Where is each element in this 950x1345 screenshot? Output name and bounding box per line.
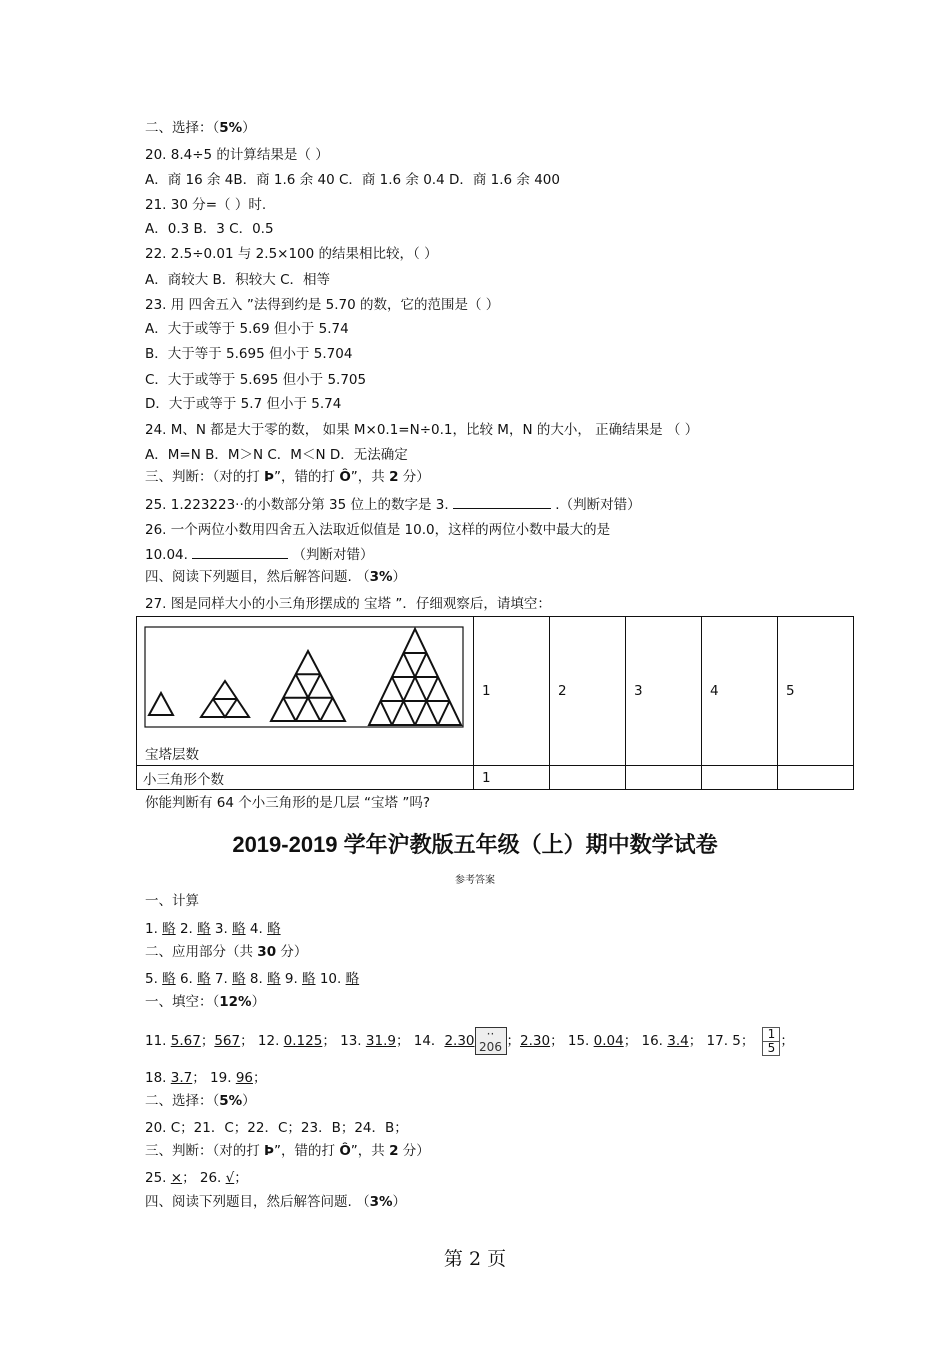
- layers-cell: 3: [626, 617, 702, 766]
- answer-line-18-19: 18. 3.7； 19. 96；: [145, 1070, 267, 1086]
- question-20: 20. 8.4÷5 的计算结果是（ ）: [145, 147, 329, 163]
- layers-cell: 2: [550, 617, 626, 766]
- count-cell[interactable]: [550, 766, 626, 790]
- section-reading-heading: 四、阅读下列题目，然后解答问题. （3%）: [145, 569, 407, 585]
- pagoda-figure-cell: [137, 617, 474, 766]
- question-27-followup: 你能判断有 64 个小三角形的是几层 “宝塔 ”吗?: [145, 795, 430, 811]
- layers-cell: 4: [702, 617, 778, 766]
- question-21-options: A．0.3 B．3 C．0.5: [145, 221, 274, 237]
- answer-line-1-4: 1. 略 2. 略 3. 略 4. 略: [145, 921, 281, 937]
- answer-section-application: 二、应用部分（共 30 分）: [145, 944, 308, 960]
- question-23-option-a: A．大于或等于 5.69 但小于 5.74: [145, 321, 349, 337]
- question-24-options: A．M=N B．M＞N C．M＜N D．无法确定: [145, 447, 408, 463]
- question-22-options: A．商较大 B．积较大 C．相等: [145, 272, 331, 288]
- section-choice-heading: 二、选择：（5%）: [145, 120, 256, 136]
- question-20-options: A．商 16 余 4B．商 1.6 余 40 C．商 1.6 余 0.4 D．商 1.6 余 400: [145, 172, 560, 188]
- question-23-option-c: C．大于或等于 5.695 但小于 5.705: [145, 372, 367, 388]
- answer-line-11-17: 11. 5.67；567； 12. 0.125； 13. 31.9； 14．2.30 ·· 206 ；2.30； 15. 0.04； 16. 3.4； 17. 5； $\frac{1}{5}$ ；: [145, 1026, 794, 1055]
- question-21: 21. 30 分=（ ）时.: [145, 197, 267, 213]
- question-22: 22. 2.5÷0.01 与 2.5×100 的结果相比较，（ ）: [145, 246, 438, 262]
- layers-cell: 5: [778, 617, 854, 766]
- section-judge-heading: 三、判断：（对的打 Þ”，错的打 Ô”，共 2 分）: [145, 469, 430, 485]
- answer-line-20-24: 20. C；21．C；22．C；23．B；24．B；: [145, 1120, 408, 1136]
- answer-key-title: 2019-2019 学年沪教版五年级（上）期中数学试卷: [232, 832, 718, 857]
- count-cell[interactable]: [702, 766, 778, 790]
- fraction-image: ·· 206: [475, 1027, 507, 1055]
- answer-line-5-10: 5. 略 6. 略 7. 略 8. 略 9. 略 10. 略: [145, 971, 360, 987]
- pagoda-table: [136, 616, 854, 790]
- count-cell: 1: [474, 766, 550, 790]
- question-23-option-b: B．大于等于 5.695 但小于 5.704: [145, 346, 353, 362]
- answer-blank[interactable]: [192, 544, 288, 559]
- count-cell[interactable]: [778, 766, 854, 790]
- fraction-one-fifth: $\frac{1}{5}$: [762, 1027, 780, 1056]
- question-26-continued: 10.04. （判断对错）: [145, 544, 374, 565]
- question-27: 27. 图是同样大小的小三角形摆成的 宝塔 ”．仔细观察后，请填空：: [145, 596, 551, 612]
- answer-section-reading: 四、阅读下列题目，然后解答问题. （3%）: [145, 1194, 407, 1210]
- row-label-layers: 宝塔层数: [145, 747, 199, 763]
- answer-section-fill: 一、填空：（12%）: [145, 994, 266, 1010]
- answer-section-calc: 一、计算: [145, 893, 199, 909]
- answer-line-25-26: 25. ×； 26. √；: [145, 1170, 248, 1186]
- row-label-count: 小三角形个数: [137, 766, 474, 790]
- answer-key-subtitle: 参考答案: [455, 875, 495, 886]
- question-25: 25. 1.223223··的小数部分第 35 位上的数字是 3. .（判断对错）: [145, 494, 641, 515]
- layers-cell: 1: [474, 617, 550, 766]
- question-23: 23. 用 四舍五入 ”法得到约是 5.70 的数，它的范围是（ ）: [145, 297, 500, 313]
- question-26: 26. 一个两位小数用四舍五入法取近似值是 10.0，这样的两位小数中最大的是: [145, 522, 611, 538]
- question-23-option-d: D．大于或等于 5.7 但小于 5.74: [145, 396, 342, 412]
- answer-blank[interactable]: [453, 494, 551, 509]
- answer-section-choice: 二、选择：（5%）: [145, 1093, 256, 1109]
- page-number: 第 2 页: [443, 1248, 507, 1270]
- count-cell[interactable]: [626, 766, 702, 790]
- question-24: 24. M、N 都是大于零的数， 如果 M×0.1=N÷0.1，比较 M，N 的大小， 正确结果是 （ ）: [145, 422, 699, 438]
- answer-section-judge: 三、判断：（对的打 Þ”，错的打 Ô”，共 2 分）: [145, 1143, 430, 1159]
